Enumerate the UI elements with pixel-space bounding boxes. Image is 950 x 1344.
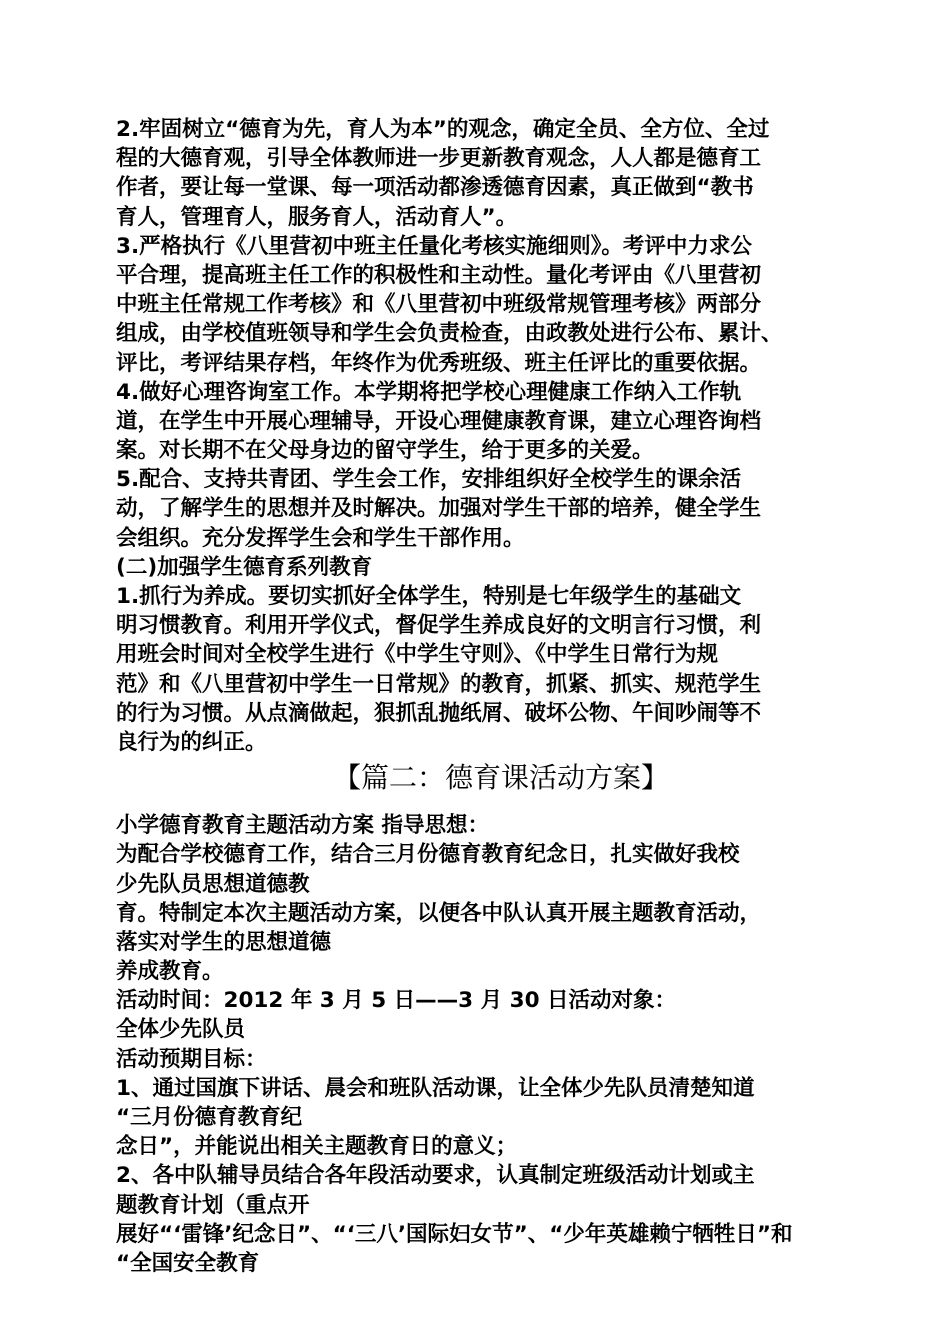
text-line: 用班会时间对全校学生进行《中学生守则》、《中学生日常行为规 — [116, 642, 719, 668]
text-line: 动，了解学生的思想并及时解决。加强对学生干部的培养，健全学生 — [116, 496, 762, 522]
text-line: 案。对长期不在父母身边的留守学生，给于更多的关爱。 — [116, 438, 654, 464]
text-line: 展好“‘雷锋’纪念日”、“‘三八’国际妇女节”、“少年英雄赖宁牺牲日”和 — [116, 1221, 793, 1247]
text-line: 养成教育。 — [116, 959, 224, 985]
section-title: 【篇二：德育课活动方案】 — [332, 761, 669, 795]
text-line: 道，在学生中开展心理辅导，开设心理健康教育课，建立心理咨询档 — [116, 408, 762, 434]
text-line: 组成，由学校值班领导和学生会负责检查，由政教处进行公布、累计、 — [116, 321, 783, 347]
text-line: 全体少先队员 — [116, 1017, 246, 1043]
text-line: 会组织。充分发挥学生会和学生干部作用。 — [116, 525, 525, 551]
text-line: 程的大德育观，引导全体教师进一步更新教育观念，人人都是德育工 — [116, 146, 762, 172]
text-line: 明习惯教育。利用开学仪式，督促学生养成良好的文明言行习惯，利 — [116, 613, 762, 639]
text-line: 落实对学生的思想道德 — [116, 929, 332, 955]
text-line: 1.抓行为养成。要切实抓好全体学生，特别是七年级学生的基础文 — [116, 584, 742, 609]
text-line: 小学德育教育主题活动方案 指导思想： — [116, 813, 489, 839]
document-body — [116, 115, 846, 1278]
text-line: 评比，考评结果存档，年终作为优秀班级、班主任评比的重要依据。 — [116, 350, 762, 376]
text-line: 1、通过国旗下讲话、晨会和班队活动课，让全体少先队员清楚知道 — [116, 1075, 755, 1101]
text-line: 少先队员思想道德教 — [116, 871, 310, 897]
text-line: 育人，管理育人，服务育人，活动育人”。 — [116, 204, 518, 230]
text-line: 范》和《八里营初中学生一日常规》的教育，抓紧、抓实、规范学生 — [116, 671, 762, 697]
text-line: “三月份德育教育纪 — [116, 1105, 303, 1130]
text-line: 活动时间：2012 年 3 月 5 日——3 月 30 日活动对象： — [116, 988, 677, 1014]
text-line: 念日”，并能说出相关主题教育日的意义； — [116, 1134, 518, 1160]
text-line: 平合理，提高班主任工作的积极性和主动性。量化考评由《八里营初 — [116, 262, 762, 288]
text-line: 良行为的纠正。 — [116, 729, 267, 755]
text-line: 2.牢固树立“德育为先，育人为本”的观念，确定全员、全方位、全过 — [116, 117, 770, 142]
text-line: 4.做好心理咨询室工作。本学期将把学校心理健康工作纳入工作轨 — [116, 379, 742, 405]
text-line: 3.严格执行《八里营初中班主任量化考核实施细则》。考评中力求公 — [116, 233, 752, 259]
text-line: 5.配合、支持共青团、学生会工作，安排组织好全校学生的课余活 — [116, 467, 742, 493]
text-line: 2、各中队辅导员结合各年段活动要求，认真制定班级活动计划或主 — [116, 1163, 755, 1189]
section-one-text — [116, 115, 846, 757]
text-line: 作者，要让每一堂课、每一项活动都渗透德育因素，真正做到“教书 — [116, 175, 754, 201]
text-line: 中班主任常规工作考核》和《八里营初中班级常规管理考核》两部分 — [116, 292, 762, 318]
text-line: (二)加强学生德育系列教育 — [116, 554, 373, 580]
text-line: 为配合学校德育工作，结合三月份德育教育纪念日，扎实做好我校 — [116, 842, 740, 868]
text-line: 的行为习惯。从点滴做起，狠抓乱抛纸屑、破坏公物、午间吵闹等不 — [116, 700, 762, 726]
text-line: 题教育计划（重点开 — [116, 1192, 310, 1218]
text-line: “全国安全教育 — [116, 1250, 260, 1276]
section-two-text — [116, 811, 846, 1278]
text-line: 活动预期目标： — [116, 1046, 267, 1072]
text-line: 育。特制定本次主题活动方案，以便各中队认真开展主题教育活动， — [116, 900, 762, 926]
